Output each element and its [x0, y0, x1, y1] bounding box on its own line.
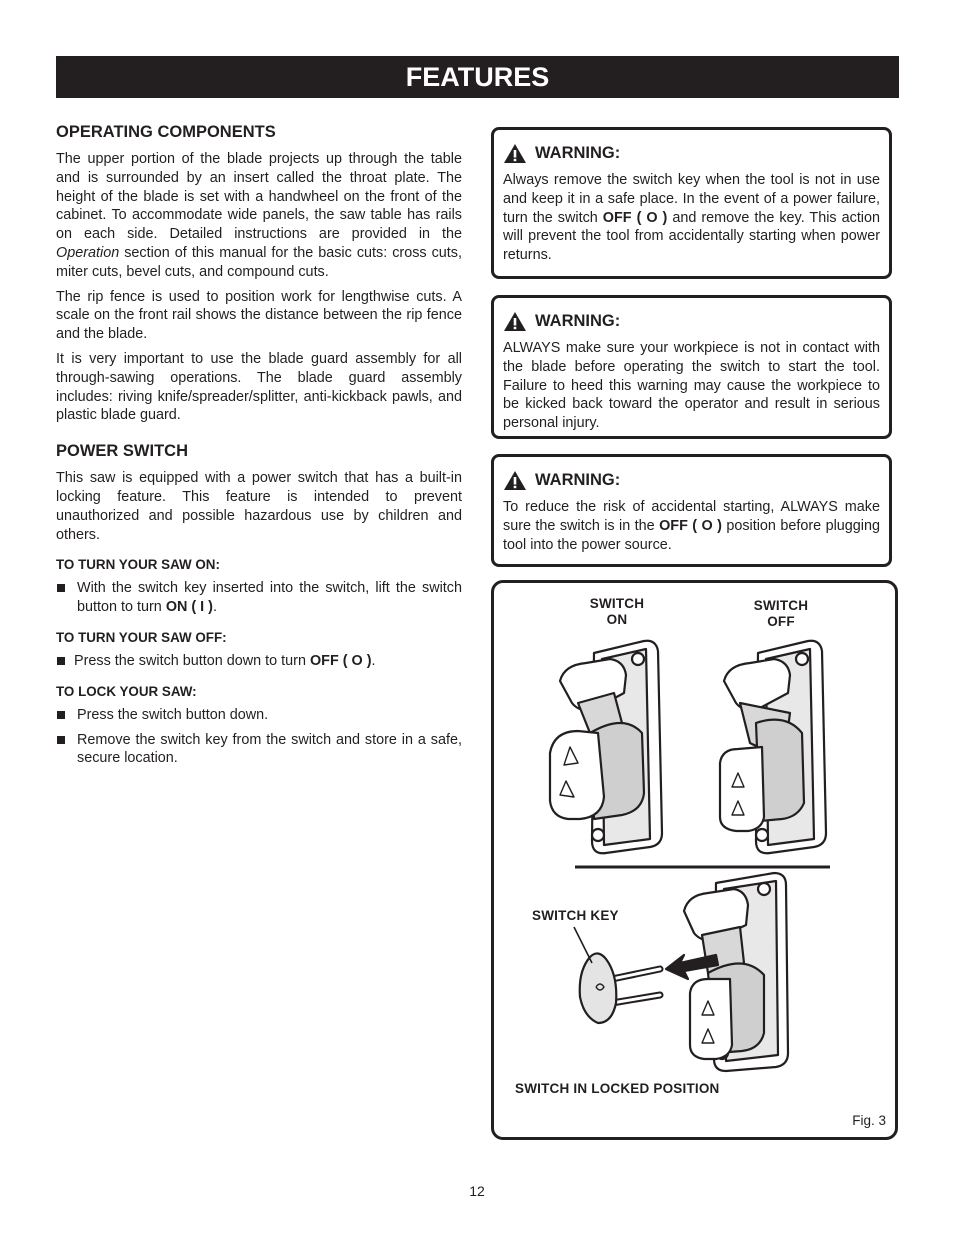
warning-header: WARNING:	[503, 470, 880, 491]
warning-3-text: To reduce the risk of accidental starting, ALWAYS make sure the switch is in the OFF ( O ) position before plugging tool into the power source.	[503, 499, 880, 553]
operating-components-heading: OPERATING COMPONENTS	[56, 123, 276, 141]
switch-on-label: SWITCH ON	[589, 596, 645, 627]
turn-on-step: With the switch key inserted into the switch, lift the switch button to turn ON ( I ).	[56, 579, 462, 617]
switch-off-illustration	[720, 641, 826, 854]
warning-box-2	[491, 295, 892, 439]
warning-header: WARNING:	[503, 143, 880, 164]
switch-off-label: SWITCH OFF	[753, 598, 809, 629]
page-number: 12	[469, 1183, 485, 1199]
turn-on-heading: TO TURN YOUR SAW ON:	[56, 557, 220, 573]
left-column	[56, 122, 462, 774]
switch-locked-illustration	[574, 873, 788, 1071]
switch-figure	[491, 580, 898, 1140]
warning-triangle-icon	[503, 143, 527, 164]
warning-header: WARNING:	[503, 311, 880, 332]
bullet-icon	[57, 736, 65, 744]
warning-triangle-icon	[503, 311, 527, 332]
operating-paragraph-3: It is very important to use the blade guard assembly for all through-sawing operations. The blade guard assembly includes: riving knife/spreader/splitter, anti-kickback pawls, and plastic blade guard.	[56, 350, 462, 424]
locked-position-label: SWITCH IN LOCKED POSITION	[515, 1081, 720, 1096]
switch-key-label: SWITCH KEY	[532, 908, 619, 923]
bullet-icon	[57, 657, 65, 665]
turn-off-heading: TO TURN YOUR SAW OFF:	[56, 629, 227, 645]
lock-heading: TO LOCK YOUR SAW:	[56, 683, 197, 699]
warning-triangle-icon	[503, 470, 527, 491]
figure-number: Fig. 3	[852, 1113, 886, 1128]
lock-step-2: Remove the switch key from the switch and store in a safe, secure location.	[56, 731, 462, 769]
warning-1-text: Always remove the switch key when the tool is not in use and keep it in a safe place. In the event of a power failure, turn the switch OFF ( O ) and remove the key. This action will prevent the tool from accidentally starting when power returns.	[503, 172, 881, 264]
lock-step-1: Press the switch button down.	[56, 706, 462, 725]
power-switch-heading: POWER SWITCH	[56, 442, 188, 461]
warning-box-3	[491, 454, 892, 567]
warning-box-1	[491, 127, 892, 279]
power-paragraph: This saw is equipped with a power switch that has a built-in locking feature. This feature is intended to prevent unauthorized and possible hazardous use by children and others.	[56, 470, 462, 543]
operating-paragraph-2: The rip fence is used to position work for lengthwise cuts. A scale on the front rail shows the distance between the rip fence and the blade.	[56, 288, 462, 343]
bullet-icon	[57, 584, 65, 592]
bullet-icon	[57, 711, 65, 719]
page-title: FEATURES	[56, 56, 899, 98]
turn-off-step: Press the switch button down to turn OFF ( O ).	[56, 652, 462, 671]
warning-2-text: ALWAYS make sure your workpiece is not in contact with the blade before operating the switch to start the tool. Failure to heed this warning may cause the workpiece to be kicked back toward the operator and result in serious personal injury.	[503, 340, 880, 432]
switch-on-illustration	[550, 641, 662, 854]
switch-illustrations	[494, 583, 895, 1137]
operating-paragraph-1: The upper portion of the blade projects up through the table and is surrounded by an insert called the throat plate. The height of the blade is set with a handwheel on the front of the cabinet. To accommodate wide panels, the saw table has rails on each side. Detailed instructions are provided in the Operation section of this manual for the basic cuts: cross cuts, miter cuts, bevel cuts, and compound cuts.	[56, 151, 462, 280]
